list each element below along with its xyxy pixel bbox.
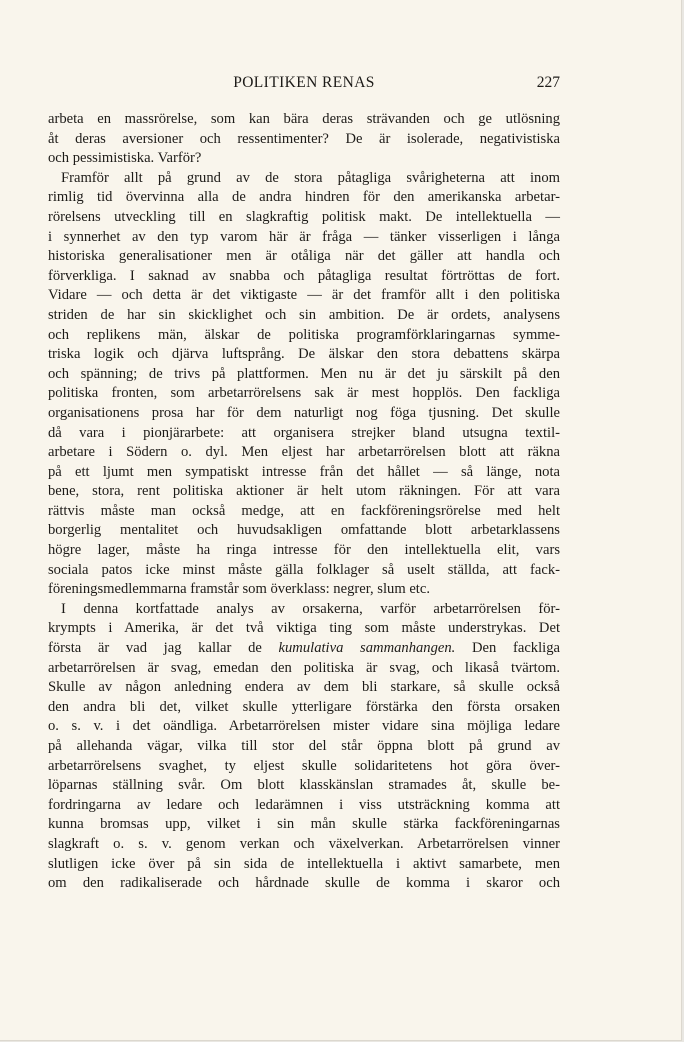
text-line: kunna bromsas upp, vilket i sin mån skulle stärka fackföreningarnas	[48, 816, 560, 833]
text-line: historiska generalisationer men är otåliga när det gäller att handla och	[48, 248, 560, 265]
text-line: striden de har sin skicklighet och sin ambition. De är ordets, analysens	[48, 306, 560, 323]
text-line: organisationens prosa har för dem naturligt nog föga tjusning. Det skulle	[48, 404, 560, 421]
text-line: arbetare i Södern o. dyl. Men eljest har arbetarrörelsen blott att räkna	[48, 444, 560, 461]
page-header	[48, 74, 560, 98]
running-head: POLITIKEN RENAS	[233, 74, 375, 91]
text-line: sociala patos icke minst måste gälla folklager så uselt ställda, att fack-	[48, 561, 560, 578]
text-line: krympts i Amerika, är det två viktiga ting som måste understrykas. Det	[48, 620, 560, 637]
text-line: rättvis måste man också medge, att en fackföreningsrörelse med helt	[48, 502, 560, 519]
text-line: slutligen icke över på sin sida de intellektuella i aktivt samarbete, men	[48, 855, 560, 872]
text-line: förverkliga. I saknad av snabba och påtagliga resultat förtröttas de fort.	[48, 267, 560, 284]
text-line: och spänning; de trivs på plattformen. Men nu är det ju särskilt på den	[48, 365, 560, 382]
text-line: Skulle av någon anledning endera av dem bli starkare, så skulle också	[48, 679, 560, 696]
text-line: åt deras aversioner och ressentimenter? De är isolerade, negativistiska	[48, 130, 560, 147]
text-line: bene, stora, rent politiska aktioner är helt utom räkningen. För att vara	[48, 483, 560, 500]
text-line: Vidare — och detta är det viktigaste — är det framför allt i den politiska	[48, 287, 560, 304]
text-line: o. s. v. i det oändliga. Arbetarrörelsen mister vidare sina möjliga ledare	[48, 718, 560, 735]
text-line: rörelsens utveckling till en slagkraftig politisk makt. De intellektuella —	[48, 208, 560, 225]
text-line: arbetarrörelsen är svag, emedan den politiska är svag, och likaså tvärtom.	[48, 659, 560, 676]
text-line: slagkraft o. s. v. genom verkan och växelverkan. Arbetarrörelsen vinner	[48, 835, 560, 852]
body-text	[48, 110, 560, 894]
text-segment: första är vad jag kallar de	[48, 640, 279, 657]
text-line: på allehanda vägar, vilka till stor del står öppna blott på grund av	[48, 738, 560, 754]
text-line: på ett ljumt men sympatiskt intresse från det hållet — så länge, nota	[48, 463, 560, 480]
text-line: om den radikaliserade och hårdnade skulle de komma i skaror och	[48, 875, 560, 892]
italic-term: kumulativa sammanhangen.	[278, 640, 456, 657]
text-line: och replikens män, älskar de politiska programförklaringarnas symme-	[48, 326, 560, 343]
text-line: den andra bli det, vilket skulle ytterligare förstärka den första orsaken	[48, 698, 560, 715]
text-line: och pessimistiska. Varför?	[48, 150, 202, 167]
text-line: löparnas ställning svår. Om blott klasskänslan stramades åt, skulle be-	[48, 777, 560, 794]
page-number: 227	[536, 74, 560, 91]
text-line: rimlig tid övervinna alla de andra hindren för den amerikanska arbetar-	[48, 189, 560, 206]
text-line: borgerlig mentalitet och huvudsakligen omfattande blott arbetarklassens	[48, 522, 560, 539]
text-line: då vara i pionjärarbete: att organisera strejker bland utsugna textil-	[48, 424, 560, 441]
paragraph-first-line: Framför allt på grund av de stora påtagliga svårigheterna att inom	[61, 169, 560, 186]
paragraph-first-line: I denna kortfattade analys av orsakerna, varför arbetarrörelsen för-	[61, 600, 560, 617]
text-line: arbeta en massrörelse, som kan bära deras strävanden och ge utlösning	[48, 111, 560, 127]
text-line: triska logik och djärva luftsprång. De älskar den stora debattens skärpa	[48, 346, 560, 363]
text-line: föreningsmedlemmarna framstår som överklass: negrer, slum etc.	[48, 581, 430, 598]
text-line-with-emphasis	[48, 639, 560, 659]
text-line: i synnerhet av den typ varom här är fråga — tänker visserligen i långa	[48, 228, 560, 245]
text-line: politiska fronten, som arbetarrörelsens sak är mest hopplös. Den fackliga	[48, 385, 560, 402]
text-line: högre lager, måste ha ringa intresse för den intellektuella elit, vars	[48, 542, 560, 559]
text-line: fordringarna av ledare och ledarämnen i viss utsträckning komma att	[48, 796, 560, 813]
text-line: arbetarrörelsens svaghet, ty eljest skulle solidaritetens hot göra över-	[48, 757, 560, 774]
text-segment: Den fackliga	[455, 640, 560, 657]
